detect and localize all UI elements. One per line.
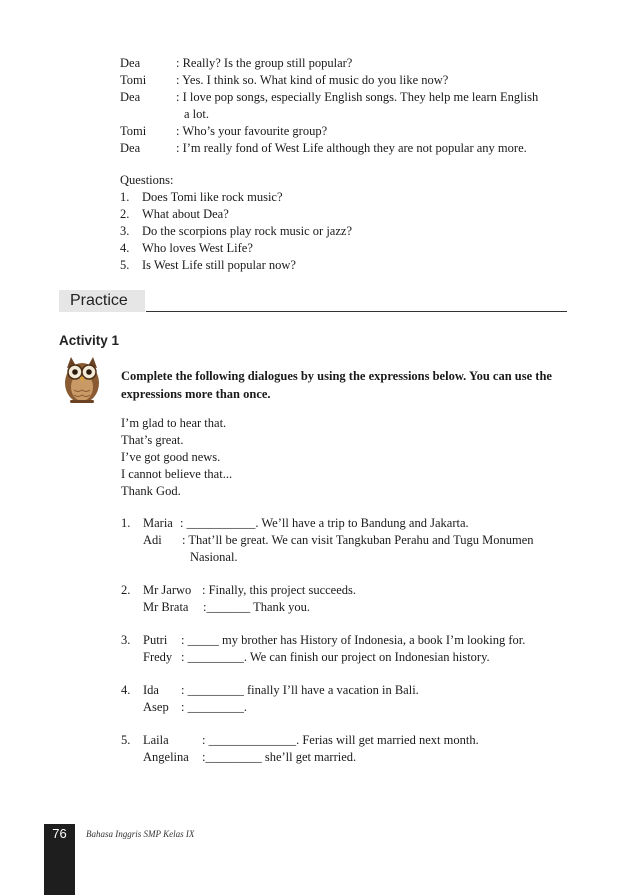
- speaker: Angelina: [143, 750, 189, 764]
- question-number: 4.: [120, 241, 130, 255]
- question-item: [120, 223, 352, 240]
- question-text: Is West Life still popular now?: [142, 258, 296, 272]
- question-number: 5.: [120, 258, 130, 272]
- line-text: :_______ Thank you.: [203, 600, 311, 614]
- line-text: : ___________. We’ll have a trip to Bandung and Jakarta.: [180, 516, 469, 530]
- line-text: : _________.: [181, 700, 247, 714]
- speaker: Mr Brata: [143, 600, 189, 614]
- speaker: Tomi: [120, 124, 147, 138]
- question-number: 2.: [120, 207, 130, 221]
- practice-rule: [146, 311, 567, 312]
- speaker: Maria: [143, 516, 173, 530]
- speaker: Asep: [143, 700, 169, 714]
- question-text: Does Tomi like rock music?: [142, 190, 283, 204]
- line-text: : Yes. I think so. What kind of music do you like now?: [176, 73, 449, 87]
- expression-item: I’m glad to hear that.: [121, 416, 227, 430]
- exercise-number: 4.: [121, 683, 131, 697]
- question-text: Who loves West Life?: [142, 241, 253, 255]
- speaker: Putri: [143, 633, 168, 647]
- speaker: Dea: [120, 56, 141, 70]
- speaker: Mr Jarwo: [143, 583, 192, 597]
- expression-item: Thank God.: [121, 484, 181, 498]
- line-text: : I’m really fond of West Life although they are not popular any more.: [176, 141, 527, 155]
- exercise-number: 3.: [121, 633, 131, 647]
- expression-item: I’ve got good news.: [121, 450, 221, 464]
- question-number: 3.: [120, 224, 130, 238]
- exercise-number: 5.: [121, 733, 131, 747]
- line-text: : _________. We can finish our project on Indonesian history.: [181, 650, 490, 664]
- question-text: What about Dea?: [142, 207, 229, 221]
- activity-title: Activity 1: [59, 333, 120, 348]
- owl-icon: [60, 352, 104, 404]
- exercise-number: 1.: [121, 516, 131, 530]
- line-text: a lot.: [184, 107, 209, 121]
- line-text: : _________ finally I’ll have a vacation in Bali.: [181, 683, 419, 697]
- line-text: : ______________. Ferias will get married next month.: [202, 733, 479, 747]
- speaker: Adi: [143, 533, 162, 547]
- question-item: [120, 206, 229, 223]
- book-title: Bahasa Inggris SMP Kelas IX: [86, 829, 195, 839]
- page-number: 76: [52, 826, 67, 841]
- exercise-number: 2.: [121, 583, 131, 597]
- expression-item: I cannot believe that...: [121, 467, 233, 481]
- question-number: 1.: [120, 190, 130, 204]
- question-text: Do the scorpions play rock music or jazz?: [142, 224, 353, 238]
- questions-heading: Questions:: [120, 173, 174, 187]
- question-item: [120, 240, 253, 257]
- speaker: Laila: [143, 733, 169, 747]
- question-item: [120, 257, 296, 274]
- speaker: Dea: [120, 141, 141, 155]
- line-text: : That’ll be great. We can visit Tangkuban Perahu and Tugu Monumen: [182, 533, 534, 547]
- instruction-text: Complete the following dialogues by using the expressions below. You can use the expressions more than once.: [121, 369, 552, 401]
- practice-heading: Practice: [59, 290, 145, 312]
- speaker: Tomi: [120, 73, 147, 87]
- expression-item: That’s great.: [121, 433, 184, 447]
- speaker: Fredy: [143, 650, 173, 664]
- line-text: : Finally, this project succeeds.: [202, 583, 357, 597]
- line-text: : Really? Is the group still popular?: [176, 56, 353, 70]
- line-text: :_________ she’ll get married.: [202, 750, 357, 764]
- line-text: : Who’s your favourite group?: [176, 124, 328, 138]
- line-text: : I love pop songs, especially English songs. They help me learn English: [176, 90, 539, 104]
- speaker: Dea: [120, 90, 141, 104]
- line-text: Nasional.: [190, 550, 238, 564]
- line-text: : _____ my brother has History of Indonesia, a book I’m looking for.: [181, 633, 526, 647]
- speaker: Ida: [143, 683, 159, 697]
- question-item: [120, 189, 283, 206]
